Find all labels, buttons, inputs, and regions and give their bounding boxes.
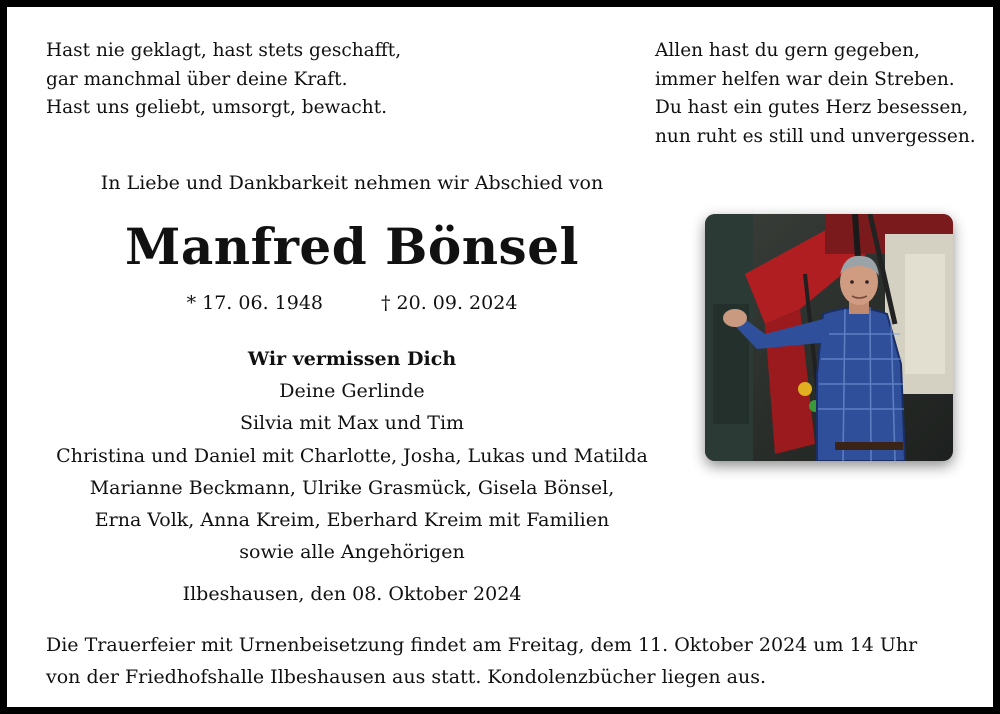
death-date: † 20. 09. 2024 [381, 292, 518, 314]
mourner-line: Marianne Beckmann, Ulrike Grasmück, Gisela Bönsel, [89, 476, 615, 499]
poem-left-line: Hast uns geliebt, umsorgt, bewacht. [46, 97, 388, 118]
mourner-line: Christina und Daniel mit Charlotte, Josha, Lukas und Matilda [56, 444, 648, 467]
mourner-line: Deine Gerlinde [279, 380, 425, 403]
poem-left-line: Hast nie geklagt, hast stets geschafft, [46, 40, 402, 61]
place-date: Ilbeshausen, den 08. Oktober 2024 [182, 583, 522, 605]
mourners-list [47, 343, 657, 568]
funeral-info-line: von der Friedhofshalle Ilbeshausen aus statt. Kondolenzbücher liegen aus. [46, 666, 767, 688]
deceased-name: Manfred Bönsel [124, 217, 580, 276]
poem-left-line: gar manchmal über deine Kraft. [46, 68, 348, 90]
portrait-photo [705, 214, 953, 461]
intro-text: In Liebe und Dankbarkeit nehmen wir Abschied von [100, 172, 604, 194]
mourner-line: Silvia mit Max und Tim [239, 412, 465, 435]
poem-right-line: immer helfen war dein Streben. [655, 68, 955, 90]
birth-date: * 17. 06. 1948 [186, 292, 323, 314]
poem-right [655, 37, 976, 151]
mourner-line: Erna Volk, Anna Kreim, Eberhard Kreim mit Familien [94, 509, 610, 532]
poem-left [46, 37, 401, 123]
poem-right-line: Allen hast du gern gegeben, [655, 40, 920, 61]
funeral-info [46, 629, 917, 693]
poem-right-line: nun ruht es still und unvergessen. [655, 125, 976, 147]
mourners-heading: Wir vermissen Dich [247, 348, 457, 370]
portrait-illustration [705, 214, 953, 461]
funeral-info-line: Die Trauerfeier mit Urnenbeisetzung findet am Freitag, dem 11. Oktober 2024 um 14 Uhr [46, 634, 918, 656]
mourner-line: sowie alle Angehörigen [239, 541, 465, 564]
life-dates [47, 292, 657, 314]
poem-right-line: Du hast ein gutes Herz besessen, [655, 97, 969, 118]
